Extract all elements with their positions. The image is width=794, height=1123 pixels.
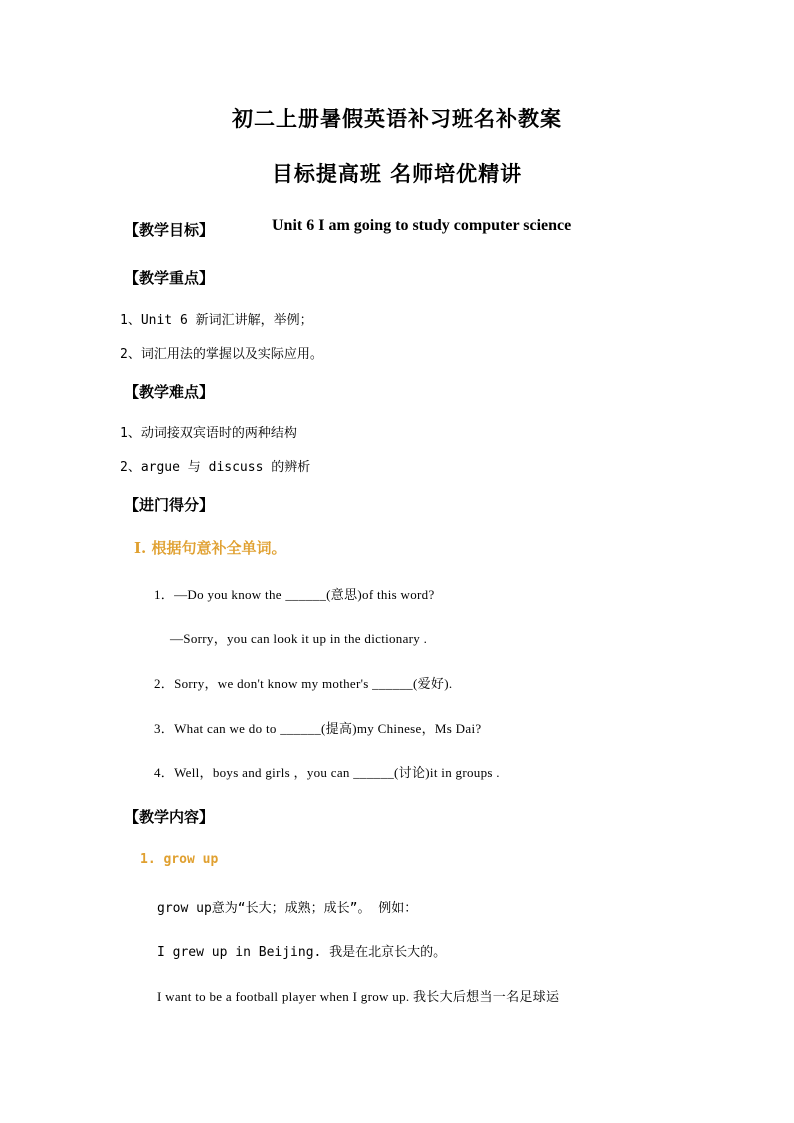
unit-title: Unit 6 I am going to study computer science bbox=[272, 217, 572, 234]
objective-label: 【教学目标】 bbox=[124, 221, 215, 239]
document-subtitle: 目标提高班 名师培优精讲 bbox=[271, 161, 523, 186]
warmup-label: 【进门得分】 bbox=[124, 496, 215, 514]
question-item: 3．What can we do to ______(提高)my Chinese，Ms Dai? bbox=[154, 721, 482, 736]
difficulties-label: 【教学难点】 bbox=[124, 383, 215, 401]
question-item: 1．—Do you know the ______(意思)of this word? bbox=[154, 587, 435, 602]
content-line: I grew up in Beijing. 我是在北京长大的。 bbox=[157, 945, 447, 960]
question-item: 4．Well，boys and girls ，you can ______(讨论)it in groups . bbox=[154, 765, 500, 780]
warmup-heading: Ⅰ. 根据句意补全单词。 bbox=[134, 539, 287, 557]
document-title: 初二上册暑假英语补习班名补教案 bbox=[232, 106, 562, 131]
key-point-item: 1、Unit 6 新词汇讲解，举例； bbox=[120, 313, 313, 328]
content-line: I want to be a football player when I grow up. 我长大后想当一名足球运 bbox=[157, 989, 560, 1004]
content-label: 【教学内容】 bbox=[124, 808, 215, 826]
question-answer: —Sorry，you can look it up in the dictionary . bbox=[170, 631, 428, 646]
question-item: 2．Sorry，we don't know my mother's ______(爱好). bbox=[154, 676, 453, 691]
key-points-label: 【教学重点】 bbox=[124, 269, 215, 287]
content-heading: 1. grow up bbox=[140, 852, 219, 867]
content-line: grow up意为“长大；成熟；成长”。 例如： bbox=[157, 901, 418, 916]
difficulty-item: 1、动词接双宾语时的两种结构 bbox=[120, 426, 297, 441]
difficulty-item: 2、argue 与 discuss 的辨析 bbox=[120, 460, 311, 475]
key-point-item: 2、词汇用法的掌握以及实际应用。 bbox=[120, 347, 323, 362]
